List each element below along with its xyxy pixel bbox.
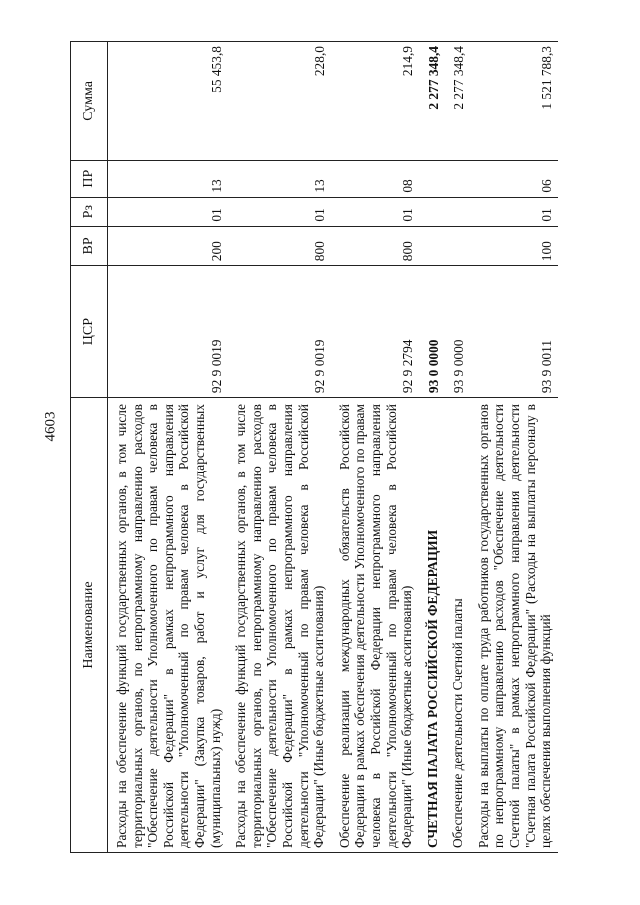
header-vr: ВР <box>71 226 108 266</box>
row-rz: 01 <box>227 197 331 226</box>
row-pr <box>419 160 445 197</box>
header-pr: ПР <box>71 160 108 197</box>
row-name: Расходы на обеспечение функций государственных органов, в том числе территориальных органов, по непрограммному направлению расходов "Обеспечение деятельности Уполномоченного по правам человека в Российской Федерации" в рамках непрограммного направления деятельности "Уполномоченный по правам человека в Российской Федерации" (Иные бюджетные ассигнования) <box>227 398 331 853</box>
row-name: Обеспечение реализации международных обязательств Российской Федерации в рамках обеспечения деятельности Уполномоченного по правам человека в Российской Федерации непрограммного направления деятельности "Уполномоченный по правам человека в Российской Федерации" (Иные бюджетные ассигнования) <box>331 398 419 853</box>
row-pr: 08 <box>331 160 419 197</box>
row-sum: 2 277 348,4 <box>419 42 445 161</box>
table-row <box>444 42 470 853</box>
row-sum: 2 277 348,4 <box>444 42 470 161</box>
header-csr: ЦСР <box>71 266 108 398</box>
table-row <box>108 42 228 853</box>
row-csr: 92 9 0019 <box>108 266 228 398</box>
row-name: Расходы на обеспечение функций государственных органов, в том числе территориальных органов, по непрограммному направлению расходов "Обеспечение деятельности Уполномоченного по правам человека в Российской Федерации" в рамках непрограммного направления деятельности "Уполномоченный по правам человека в Российской Федерации" (Закупка товаров, работ и услуг для государственных (муниципальных) нужд) <box>108 398 228 853</box>
table-row <box>331 42 419 853</box>
row-rz: 01 <box>470 197 558 226</box>
header-name: Наименование <box>71 398 108 853</box>
row-pr: 06 <box>470 160 558 197</box>
row-name: Обеспечение деятельности Счетной палаты <box>444 398 470 853</box>
row-rz: 01 <box>108 197 228 226</box>
row-csr: 93 9 0011 <box>470 266 558 398</box>
table-header <box>71 42 108 853</box>
row-rz <box>444 197 470 226</box>
page-number: 4603 <box>42 411 59 442</box>
table-row <box>227 42 331 853</box>
budget-table <box>70 41 558 853</box>
row-vr: 200 <box>108 226 228 266</box>
row-pr <box>444 160 470 197</box>
row-sum: 1 521 788,3 <box>470 42 558 161</box>
table-row <box>470 42 558 853</box>
row-pr: 13 <box>227 160 331 197</box>
row-vr <box>419 226 445 266</box>
header-sum: Сумма <box>71 42 108 161</box>
row-pr: 13 <box>108 160 228 197</box>
row-csr: 92 9 0019 <box>227 266 331 398</box>
row-name: СЧЕТНАЯ ПАЛАТА РОССИЙСКОЙ ФЕДЕРАЦИИ <box>419 398 445 853</box>
row-vr: 100 <box>470 226 558 266</box>
row-vr: 800 <box>331 226 419 266</box>
row-sum: 214,9 <box>331 42 419 161</box>
row-csr: 93 0 0000 <box>419 266 445 398</box>
row-name: Расходы на выплаты по оплате труда работников государственных органов по непрограммному направлению расходов "Обеспечение деятельности Счетной палаты" в рамках непрограммного направления деятельности "Счетная палата Российской Федерации" (Расходы на выплаты персоналу в целях обеспечения выполнения функций <box>470 398 558 853</box>
row-rz: 01 <box>331 197 419 226</box>
row-csr: 93 9 0000 <box>444 266 470 398</box>
row-vr: 800 <box>227 226 331 266</box>
row-rz <box>419 197 445 226</box>
header-rz: Рз <box>71 197 108 226</box>
rotated-page <box>70 41 626 853</box>
row-sum: 228,0 <box>227 42 331 161</box>
row-csr: 92 9 2794 <box>331 266 419 398</box>
row-vr <box>444 226 470 266</box>
table-row <box>419 42 445 853</box>
row-sum: 55 453,8 <box>108 42 228 161</box>
